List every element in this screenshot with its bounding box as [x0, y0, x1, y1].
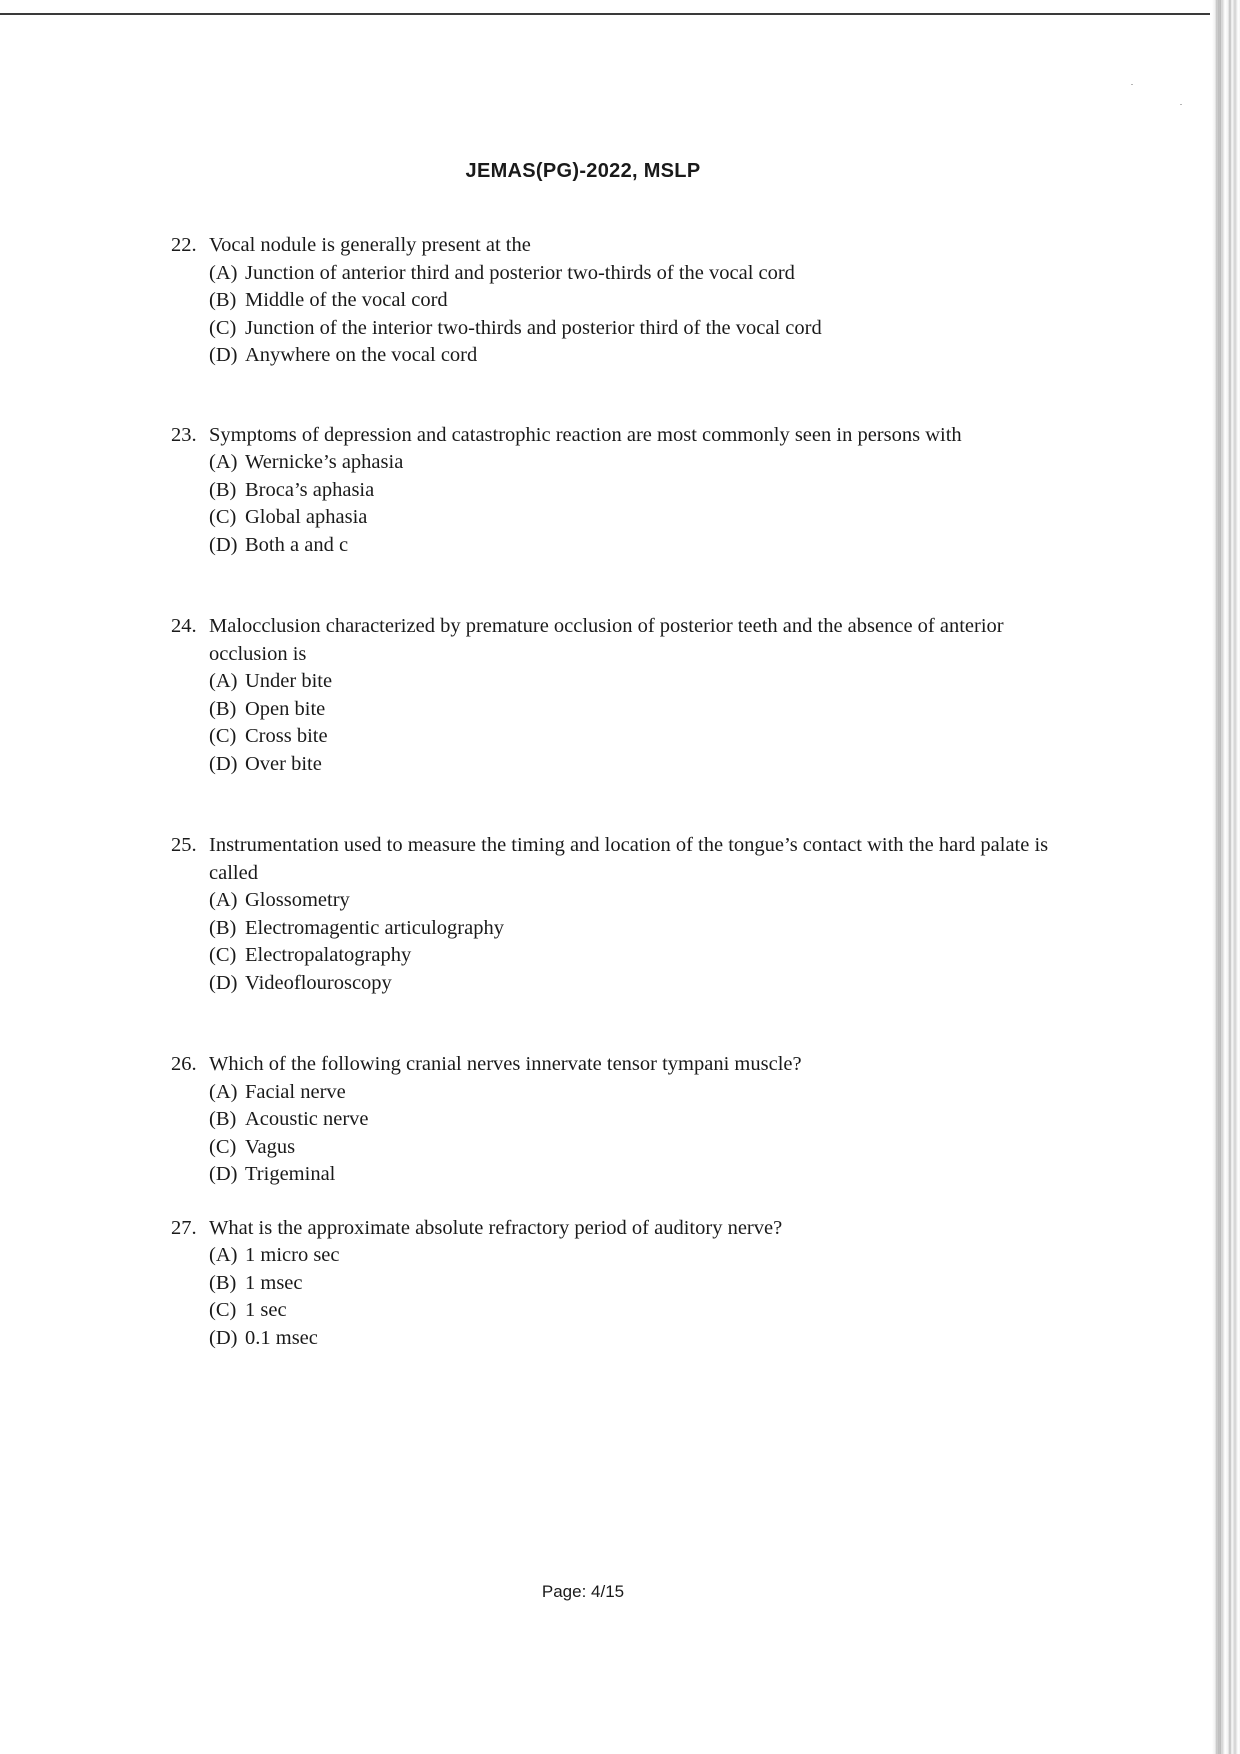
- option-b: [209, 477, 1081, 505]
- option-text: Videoflouroscopy: [245, 971, 392, 994]
- option-label: (D): [209, 533, 238, 556]
- option-d: [209, 1325, 1081, 1353]
- option-b: [209, 915, 1081, 943]
- option-text: Facial nerve: [245, 1080, 346, 1103]
- question-text: Vocal nodule is generally present at the: [209, 234, 531, 256]
- option-label: (D): [209, 752, 238, 775]
- question-26: [171, 1051, 1081, 1189]
- option-list: [171, 887, 1081, 997]
- option-label: (B): [209, 289, 237, 311]
- option-text: Global aphasia: [245, 506, 368, 528]
- question-number: 25.: [171, 834, 197, 856]
- question-stem: [171, 232, 1081, 260]
- option-text: 1 msec: [245, 1271, 303, 1294]
- question-stem: [171, 613, 1081, 668]
- question-stem: [171, 832, 1081, 887]
- option-b: [209, 287, 1081, 315]
- exam-title: JEMAS(PG)-2022, MSLP: [465, 160, 701, 182]
- option-text: Vagus: [245, 1135, 296, 1158]
- option-c: [209, 504, 1081, 532]
- option-text: Junction of anterior third and posterior two-thirds of the vocal cord: [245, 261, 795, 284]
- option-c: [209, 315, 1081, 343]
- option-text: Cross bite: [245, 725, 328, 747]
- question-stem: [171, 422, 1081, 450]
- question-text: Symptoms of depression and catastrophic reaction are most commonly seen in persons with: [209, 423, 962, 446]
- option-c: [209, 723, 1081, 751]
- option-label: (C): [209, 944, 237, 966]
- question-stem: [171, 1051, 1081, 1079]
- option-label: (D): [209, 344, 238, 366]
- option-label: (C): [209, 316, 237, 339]
- option-c: [209, 942, 1081, 970]
- option-a: [209, 668, 1081, 696]
- option-a: [209, 1079, 1081, 1107]
- scan-speck: [1180, 104, 1182, 105]
- option-label: (C): [209, 1299, 237, 1321]
- question-24: [171, 613, 1081, 778]
- option-c: [209, 1134, 1081, 1162]
- page-number: Page: 4/15: [541, 1582, 625, 1601]
- option-c: [209, 1297, 1081, 1325]
- question-text: Malocclusion characterized by premature occlusion of posterior teeth and the absence of anterior occlusion is: [209, 615, 1004, 665]
- scan-edge-shadow: [1212, 0, 1240, 1754]
- question-text: Which of the following cranial nerves innervate tensor tympani muscle?: [209, 1053, 802, 1075]
- option-label: (D): [209, 971, 238, 994]
- option-text: Over bite: [245, 752, 322, 775]
- question-stem: [171, 1215, 1081, 1243]
- option-text: Wernicke’s aphasia: [245, 451, 404, 473]
- option-label: (B): [209, 697, 237, 720]
- option-label: (B): [209, 916, 237, 939]
- option-text: Middle of the vocal cord: [245, 289, 448, 311]
- option-text: Open bite: [245, 697, 326, 720]
- question-text: Instrumentation used to measure the timing and location of the tongue’s contact with the hard palate is called: [209, 834, 1049, 884]
- option-text: Glossometry: [245, 889, 350, 911]
- option-d: [209, 342, 1081, 370]
- option-b: [209, 1270, 1081, 1298]
- option-text: Broca’s aphasia: [245, 478, 375, 501]
- option-a: [209, 449, 1081, 477]
- option-text: Trigeminal: [245, 1163, 336, 1185]
- option-b: [209, 696, 1081, 724]
- top-border-line: [0, 13, 1210, 15]
- question-number: 27.: [171, 1216, 197, 1239]
- option-text: Electropalatography: [245, 944, 412, 966]
- option-list: [171, 668, 1081, 778]
- option-d: [209, 532, 1081, 560]
- option-label: (A): [209, 670, 238, 692]
- question-number: 22.: [171, 234, 197, 256]
- option-text: 0.1 msec: [245, 1326, 318, 1349]
- option-label: (D): [209, 1163, 238, 1185]
- option-text: 1 sec: [245, 1299, 287, 1321]
- option-label: (C): [209, 1135, 237, 1158]
- option-d: [209, 970, 1081, 998]
- option-d: [209, 751, 1081, 779]
- question-22: [171, 232, 1081, 370]
- option-a: [209, 887, 1081, 915]
- option-text: Anywhere on the vocal cord: [245, 344, 478, 366]
- question-27: [171, 1215, 1081, 1353]
- scan-edge-line: [1218, 0, 1221, 1754]
- option-d: [209, 1161, 1081, 1189]
- option-b: [209, 1106, 1081, 1134]
- option-label: (D): [209, 1326, 238, 1349]
- option-label: (B): [209, 1271, 237, 1294]
- option-label: (A): [209, 1080, 238, 1103]
- question-number: 23.: [171, 423, 197, 446]
- question-25: [171, 832, 1081, 997]
- option-text: Under bite: [245, 670, 333, 692]
- question-list: [171, 232, 1081, 1352]
- option-list: [171, 1242, 1081, 1352]
- option-a: [209, 260, 1081, 288]
- question-number: 24.: [171, 615, 197, 637]
- option-text: Both a and c: [245, 533, 349, 556]
- option-list: [171, 449, 1081, 559]
- scan-speck: [1131, 84, 1133, 85]
- question-23: [171, 422, 1081, 560]
- option-list: [171, 260, 1081, 370]
- option-text: Junction of the interior two-thirds and posterior third of the vocal cord: [245, 316, 822, 339]
- option-label: (A): [209, 261, 238, 284]
- option-label: (A): [209, 451, 238, 473]
- option-text: Electromagentic articulography: [245, 916, 504, 939]
- option-label: (B): [209, 478, 237, 501]
- option-label: (A): [209, 889, 238, 911]
- option-a: [209, 1242, 1081, 1270]
- option-list: [171, 1079, 1081, 1189]
- option-text: Acoustic nerve: [245, 1108, 369, 1130]
- question-number: 26.: [171, 1053, 197, 1075]
- option-label: (B): [209, 1108, 237, 1130]
- option-label: (C): [209, 506, 237, 528]
- question-text: What is the approximate absolute refractory period of auditory nerve?: [209, 1216, 783, 1239]
- option-text: 1 micro sec: [245, 1244, 340, 1266]
- option-label: (A): [209, 1244, 238, 1266]
- option-label: (C): [209, 725, 237, 747]
